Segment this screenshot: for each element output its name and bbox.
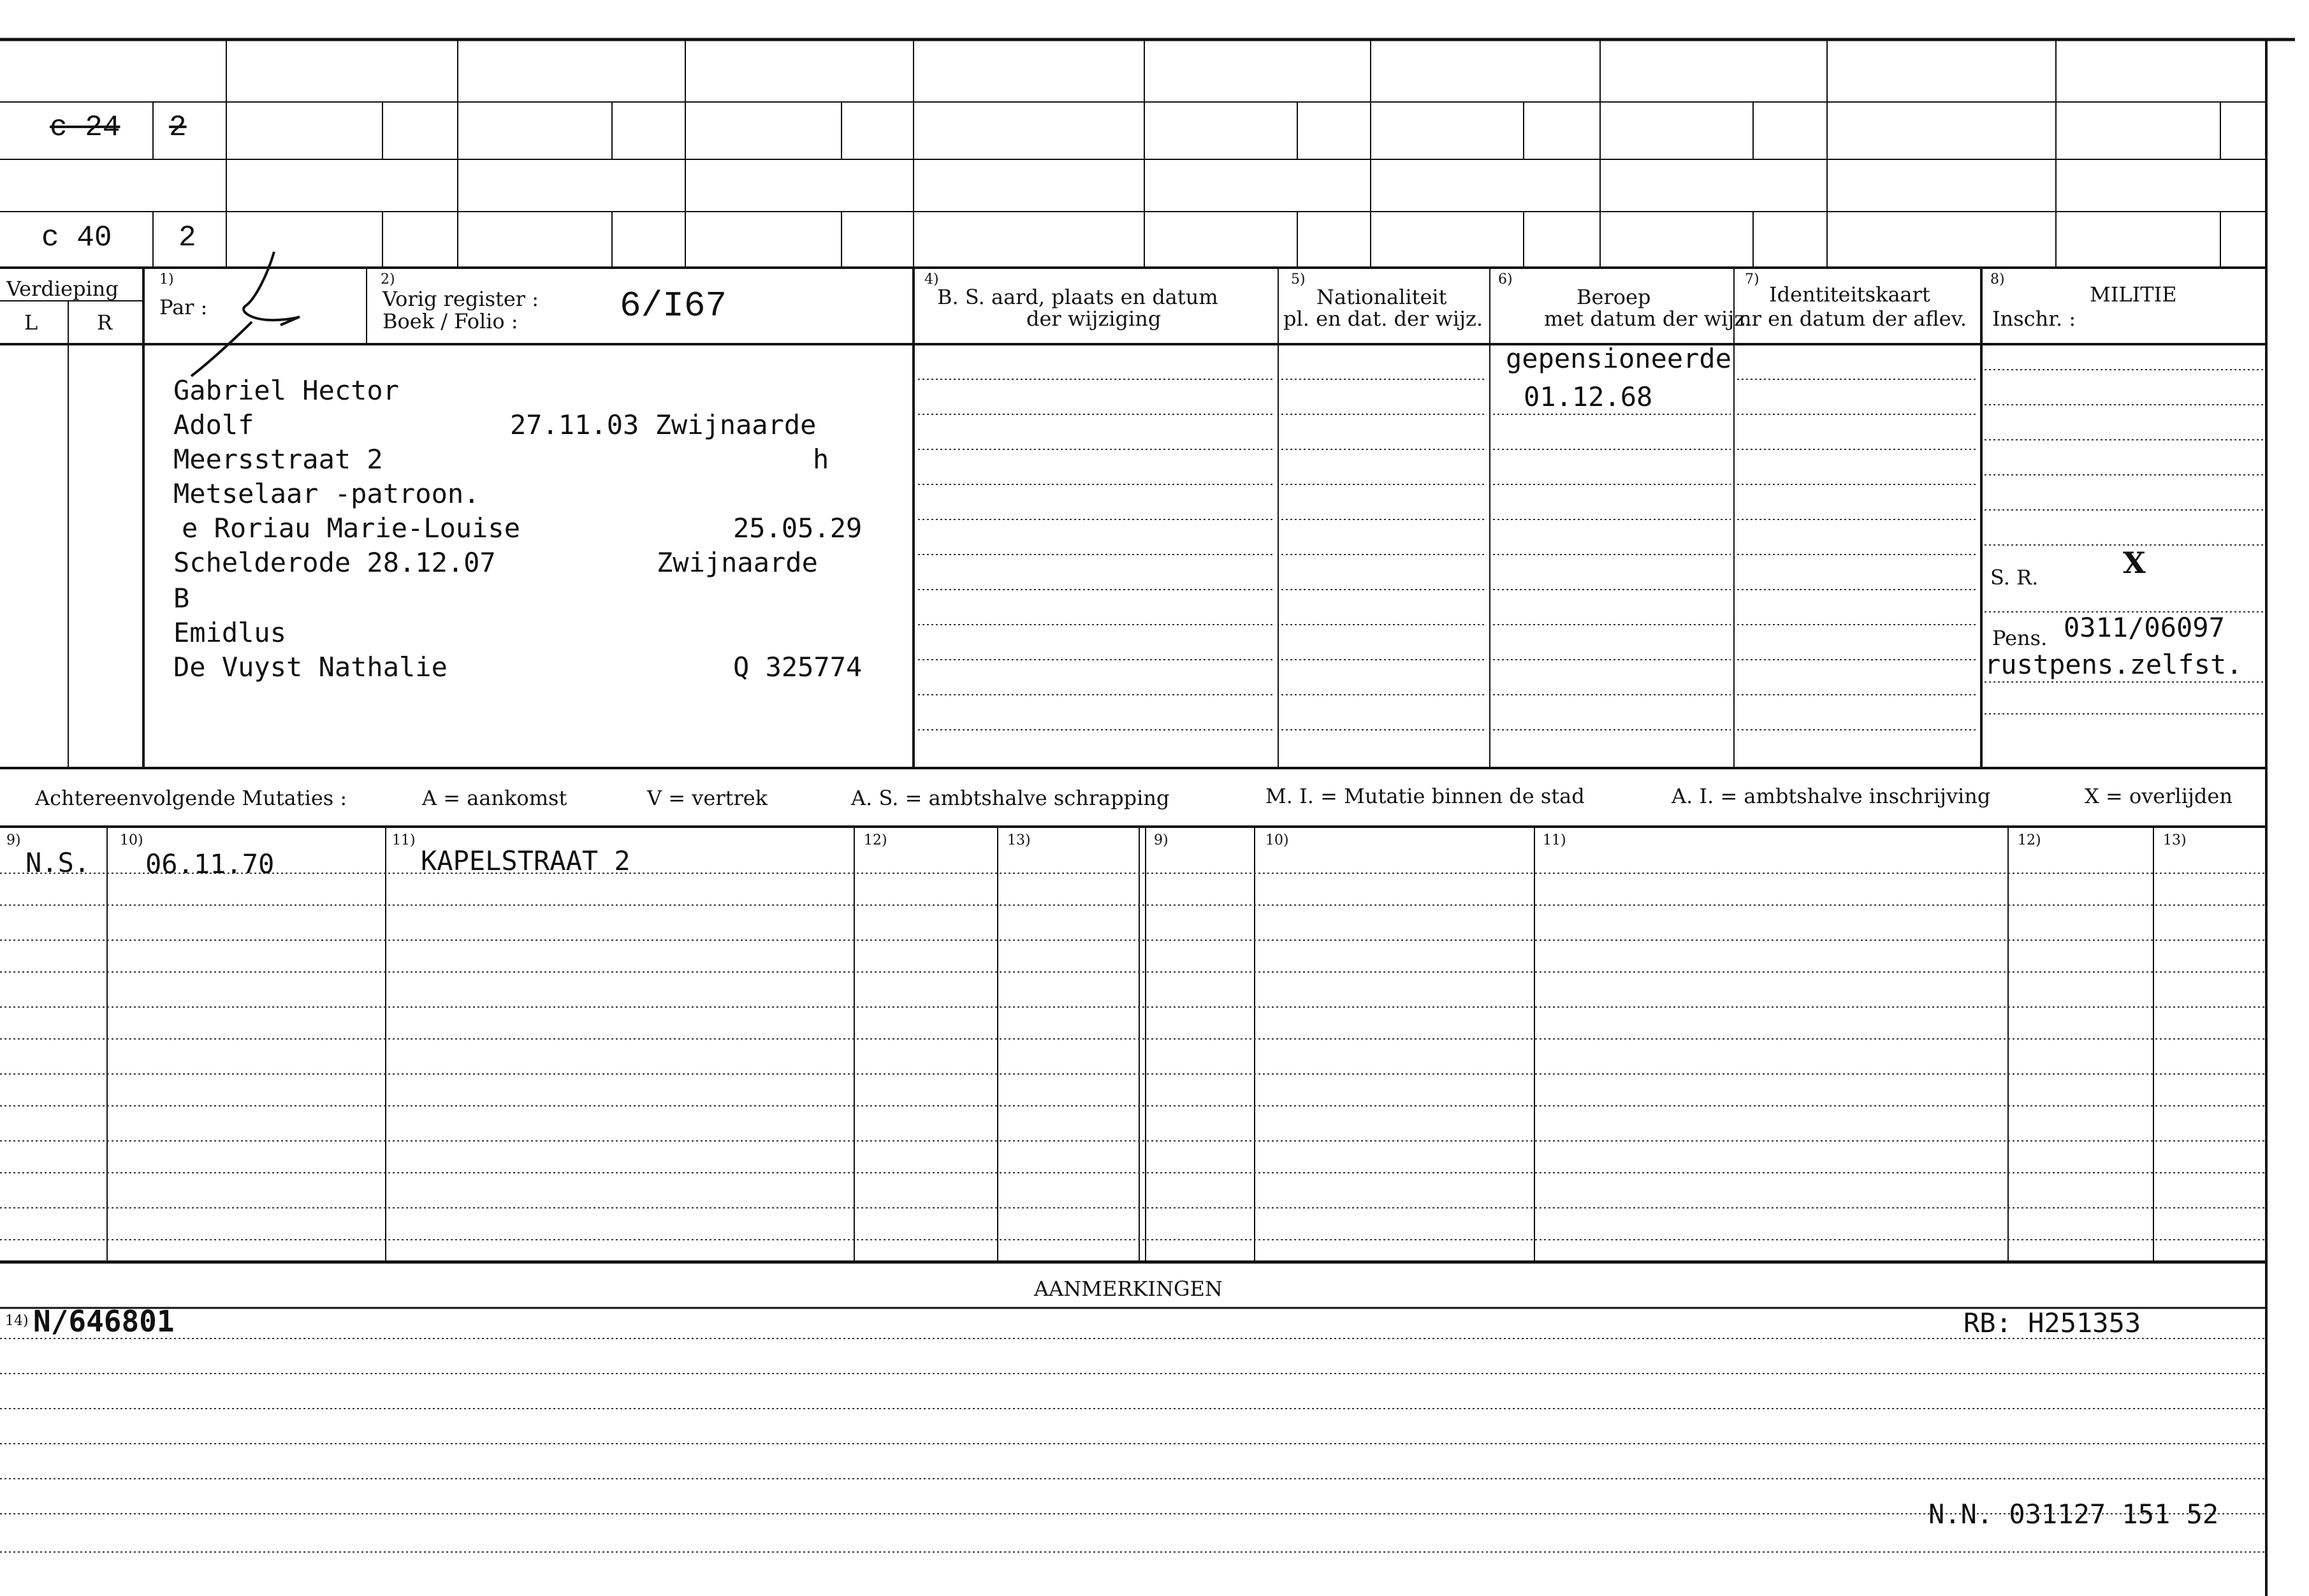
left-label: L <box>24 310 38 335</box>
nationaliteit-header-line2: pl. en dat. der wijz. <box>1283 307 1483 331</box>
footnote-6: 6) <box>1498 272 1513 287</box>
person-spouse-birthplace: Zwijnaarde <box>657 547 818 578</box>
bs-header-line1: B. S. aard, plaats en datum <box>937 285 1218 309</box>
person-code: Q 325774 <box>733 651 863 683</box>
person-given-names: Gabriel Hector <box>173 375 400 406</box>
person-mother: De Vuyst Nathalie <box>173 651 448 683</box>
mut-col-9-left: 9) <box>6 832 21 848</box>
beroep-value: gepensioneerde <box>1506 343 1732 374</box>
footnote-8: 8) <box>1990 272 2005 287</box>
rustpens-value: rustpens.zelfst. <box>1985 649 2243 680</box>
mut-col-12-left: 12) <box>864 832 887 848</box>
right-label: R <box>97 310 113 335</box>
bs-header-line2: der wijziging <box>1026 307 1162 331</box>
mut-col-12-right: 12) <box>2018 832 2041 848</box>
person-spouse-birth: Schelderode 28.12.07 <box>173 547 496 578</box>
vorig-register-label: Vorig register : <box>382 287 539 311</box>
legend-vertrek: V = vertrek <box>647 786 768 810</box>
mut-col-10-right: 10) <box>1265 832 1289 848</box>
person-address: Meersstraat 2 <box>173 444 383 475</box>
mutatie-date: 06.11.70 <box>145 848 275 880</box>
person-given-name-2: Adolf <box>173 409 254 440</box>
person-occupation: Metselaar -patroon. <box>173 478 480 509</box>
sr-value: X <box>2123 546 2146 580</box>
index-number: 2 <box>178 221 196 254</box>
boek-folio-value: 6/I67 <box>620 286 727 326</box>
nationaliteit-header-line1: Nationaliteit <box>1316 285 1447 309</box>
beroep-header-line2: met datum der wijz. <box>1544 307 1752 331</box>
mut-col-9-right: 9) <box>1154 832 1169 848</box>
sr-label: S. R. <box>1990 565 2039 590</box>
index-code: c 40 <box>41 221 112 254</box>
pens-label: Pens. <box>1992 626 2048 650</box>
legend-overlijden: X = overlijden <box>2085 784 2233 808</box>
footnote-1: 1) <box>159 272 174 287</box>
identiteitskaart-header-line1: Identiteitskaart <box>1769 282 1930 307</box>
person-date-2: 25.05.29 <box>733 512 863 544</box>
mutatie-code: N.S. <box>25 847 91 878</box>
legend-aankomst: A = aankomst <box>422 786 567 810</box>
person-mark-h: h <box>813 444 829 475</box>
mut-col-11-left: 11) <box>392 832 416 848</box>
boek-folio-label: Boek / Folio : <box>382 309 518 333</box>
aanmerking-reference: N/646801 <box>33 1304 175 1338</box>
mutatie-address: KAPELSTRAAT 2 <box>421 845 630 876</box>
militie-header: MILITIE <box>2090 282 2177 307</box>
old-index-number: 2 <box>169 111 187 144</box>
rb-number: RB: H251353 <box>1963 1307 2141 1338</box>
aanmerkingen-title: AANMERKINGEN <box>1034 1277 1223 1301</box>
legend-mutatie-binnen-stad: M. I. = Mutatie binnen de stad <box>1265 784 1585 808</box>
mut-col-13-right: 13) <box>2163 832 2187 848</box>
identiteitskaart-header-line2: nr en datum der aflev. <box>1738 307 1967 331</box>
legend-ambtshalve-schrapping: A. S. = ambtshalve schrapping <box>851 786 1170 810</box>
legend-title: Achtereenvolgende Mutaties : <box>35 786 347 810</box>
footnote-5: 5) <box>1291 272 1306 287</box>
person-father: Emidlus <box>173 617 287 648</box>
inschr-label: Inschr. : <box>1992 307 2076 331</box>
mut-col-13-left: 13) <box>1007 832 1031 848</box>
legend-ambtshalve-inschrijving: A. I. = ambtshalve inschrijving <box>1672 784 1991 808</box>
verdieping-label: Verdieping <box>6 277 119 301</box>
beroep-header-line1: Beroep <box>1577 285 1651 309</box>
footnote-14: 14) <box>5 1313 29 1329</box>
person-line-b: B <box>173 583 190 614</box>
old-index-code: c 24 <box>50 111 120 144</box>
person-spouse: e Roriau Marie-Louise <box>182 512 521 544</box>
footnote-4: 4) <box>924 272 939 287</box>
footnote-2: 2) <box>381 272 395 287</box>
mut-col-10-left: 10) <box>120 832 143 848</box>
pens-value: 0311/06097 <box>2064 612 2225 643</box>
beroep-date: 01.12.68 <box>1524 381 1653 412</box>
person-birth: 27.11.03 Zwijnaarde <box>510 409 817 440</box>
par-label: Par : <box>159 295 208 319</box>
national-number: N.N. 031127 151 52 <box>1928 1498 2219 1530</box>
footnote-7: 7) <box>1745 272 1759 287</box>
mut-col-11-right: 11) <box>1543 832 1566 848</box>
